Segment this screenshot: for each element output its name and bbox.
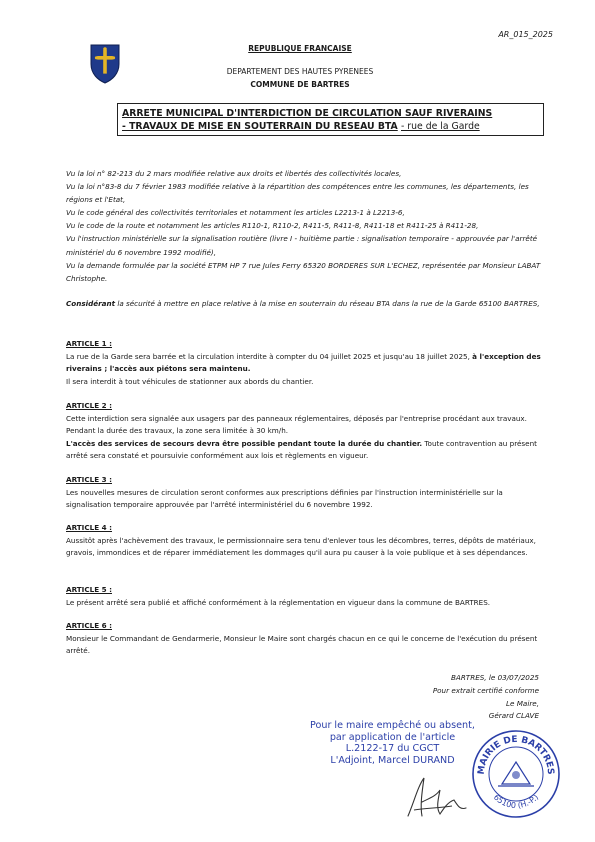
- considerant-lead: Considérant: [66, 299, 116, 308]
- article-text: Il sera interdit à tout véhicules de stationner aux abords du chantier.: [66, 376, 314, 386]
- visa-item: Vu l'instruction ministérielle sur la signalisation routière (livre I - huitième partie : signalisation temporaire - approuvée par l'arrêté ministériel du 6 novembre 1992 modifié),: [66, 234, 538, 257]
- visa-item: Vu la demande formulée par la société ETPM HP 7 rue Jules Ferry 65320 BORDERES SUR L'ECHEZ, représentée par Monsieur LABAT Christophe.: [66, 260, 541, 283]
- article-text: Toute contravention au présent arrêté sera constaté et poursuivie conformément aux lois et règlements en vigueur.: [66, 438, 537, 461]
- article-bold-text: à l'exception des riverains ; l'accès aux piétons sera maintenu.: [66, 351, 541, 374]
- place-date: BARTRES, le 03/07/2025: [450, 673, 539, 682]
- article-bold-text: L'accès des services de secours devra être possible pendant toute la durée du chantier.: [66, 438, 423, 448]
- article-3: [66, 474, 544, 512]
- mayor-name: Gérard CLAVE: [488, 711, 539, 721]
- decree-title: [117, 103, 544, 136]
- visas-section: [66, 167, 546, 285]
- article-heading: ARTICLE 5 :: [66, 585, 112, 594]
- article-text: Le présent arrêté sera publié et affiché conformément à la réglementation en vigueur dans la commune de BARTRES.: [66, 597, 491, 607]
- article-1: [66, 338, 544, 388]
- article-5: [66, 584, 544, 609]
- seal-top-text: MAIRIE DE BARTRES: [476, 734, 556, 776]
- svg-text:65100 (H.-P.): [492, 793, 541, 811]
- article-text: Monsieur le Commandant de Gendarmerie, Monsieur le Maire sont chargés chacun en ce qui le concerne de l'exécution du présent arrêté.: [66, 633, 538, 656]
- considerant-section: [66, 297, 542, 310]
- visa-item: Vu le code de la route et notamment les articles R110-1, R110-2, R411-5, R411-8, R411-18 et R411-25 à R411-28,: [66, 221, 479, 231]
- visa-item: Vu la loi n° 82-213 du 2 mars modifiée relative aux droits et libertés des collectivités locales,: [66, 169, 402, 178]
- town-hall-seal: [470, 728, 562, 820]
- commune-heading: COMMUNE DE BARTRES: [250, 80, 350, 89]
- article-heading: ARTICLE 1 :: [66, 339, 112, 348]
- mayor-role: Le Maire,: [506, 698, 539, 708]
- handwritten-signature: [400, 772, 470, 822]
- article-text: La rue de la Garde sera barrée et la circulation interdite à compter du 04 juillet 2025 et jusqu'au 18 juillet 2025,: [66, 351, 473, 361]
- delegation-line: Pour le maire empêché ou absent,: [310, 720, 475, 731]
- article-heading: ARTICLE 6 :: [66, 621, 112, 630]
- delegation-line: L'Adjoint, Marcel DURAND: [330, 754, 455, 766]
- article-text: Aussitôt après l'achèvement des travaux, le permissionnaire sera tenu d'enlever tous les décombres, terres, dépôts de matériaux, gravois, immondices et de réparer immédiatement les dommages qu'il aura pu causer à la voie publique et à ses dépendances.: [66, 535, 536, 558]
- signature-block: [433, 672, 539, 723]
- document-reference: AR_015_2025: [498, 30, 553, 39]
- article-6: [66, 620, 544, 658]
- article-text: Les nouvelles mesures de circulation seront conformes aux prescriptions définies par l'instruction interministérielle sur la signalisation temporaire approuvée par l'arrêté interministériel du 6 novembre 1992.: [66, 487, 503, 510]
- visa-item: Vu le code général des collectivités territoriales et notamment les articles L2213-1 à L2213-6,: [66, 208, 405, 218]
- title-line-2: - TRAVAUX DE MISE EN SOUTERRAIN DU RESEAU BTA: [122, 121, 398, 132]
- certification-text: Pour extrait certifié conforme: [432, 685, 539, 695]
- title-location: - rue de la Garde: [401, 121, 480, 132]
- coat-of-arms-logo: [88, 42, 122, 84]
- article-2: [66, 400, 544, 463]
- article-4: [66, 522, 544, 560]
- delegation-stamp-text: [310, 720, 475, 766]
- seal-bottom-text: 65100 (H.-P.): [491, 792, 541, 811]
- delegation-line: L.2122-17 du CGCT: [345, 743, 440, 755]
- title-line-1: ARRETE MUNICIPAL D'INTERDICTION DE CIRCULATION SAUF RIVERAINS: [122, 108, 493, 119]
- article-heading: ARTICLE 3 :: [66, 475, 112, 484]
- article-text: Cette interdiction sera signalée aux usagers par des panneaux réglementaires, déposés par l'entreprise procédant aux travaux. Pendant la durée des travaux, la zone sera limitée à 30 km/h.: [66, 413, 527, 436]
- delegation-line: par application de l'article: [329, 731, 456, 743]
- visa-item: Vu la loi n°83-8 du 7 février 1983 modifiée relative à la répartition des compétences entre les communes, les départements, les régions et l'Etat,: [66, 182, 529, 205]
- republique-heading: REPUBLIQUE FRANCAISE: [248, 44, 352, 53]
- article-heading: ARTICLE 2 :: [66, 401, 112, 410]
- article-heading: ARTICLE 4 :: [66, 523, 112, 532]
- departement-heading: DEPARTEMENT DES HAUTES PYRENEES: [226, 67, 374, 76]
- considerant-text: la sécurité à mettre en place relative à la mise en souterrain du réseau BTA dans la rue de la Garde 65100 BARTRES,: [115, 299, 540, 308]
